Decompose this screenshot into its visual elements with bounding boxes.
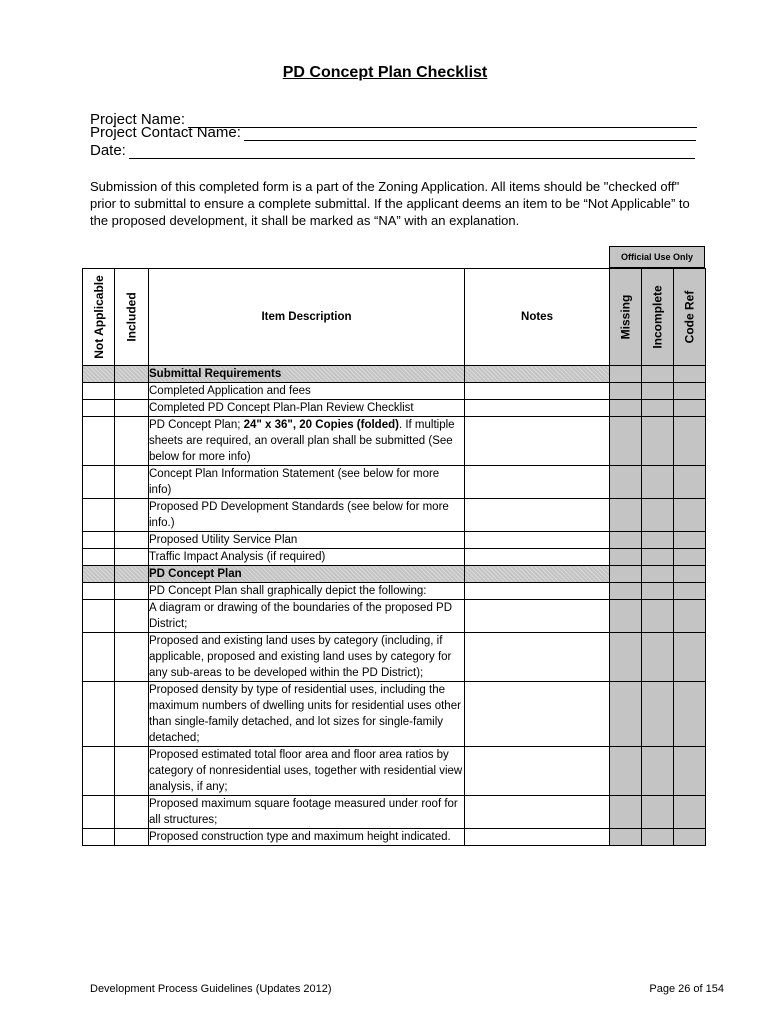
code-ref-cell xyxy=(674,566,706,583)
incomplete-cell xyxy=(642,366,674,383)
not-applicable-checkbox-cell[interactable] xyxy=(83,466,115,499)
not-applicable-checkbox-cell[interactable] xyxy=(83,747,115,796)
included-checkbox-cell[interactable] xyxy=(115,366,149,383)
not-applicable-checkbox-cell[interactable] xyxy=(83,796,115,829)
item-description: Proposed and existing land uses by category (including, if applicable, proposed and existing land uses by category for any sub-areas to be developed within the PD District); xyxy=(149,633,465,682)
item-text: PD Concept Plan; xyxy=(149,419,244,431)
incomplete-cell xyxy=(642,549,674,566)
not-applicable-checkbox-cell[interactable] xyxy=(83,566,115,583)
not-applicable-checkbox-cell[interactable] xyxy=(83,682,115,747)
missing-cell xyxy=(610,796,642,829)
missing-cell xyxy=(610,400,642,417)
not-applicable-checkbox-cell[interactable] xyxy=(83,400,115,417)
missing-cell xyxy=(610,682,642,747)
project-contact-name-label: Project Contact Name: xyxy=(90,124,241,141)
included-checkbox-cell[interactable] xyxy=(115,682,149,747)
checklist-row xyxy=(83,633,706,682)
notes-cell[interactable] xyxy=(465,829,610,846)
notes-cell[interactable] xyxy=(465,747,610,796)
included-checkbox-cell[interactable] xyxy=(115,466,149,499)
checklist-row xyxy=(83,682,706,747)
checklist-row xyxy=(83,600,706,633)
header-missing: Missing xyxy=(610,269,642,366)
incomplete-cell xyxy=(642,796,674,829)
not-applicable-checkbox-cell[interactable] xyxy=(83,600,115,633)
item-description: Proposed construction type and maximum height indicated. xyxy=(149,829,465,846)
incomplete-cell xyxy=(642,600,674,633)
included-checkbox-cell[interactable] xyxy=(115,532,149,549)
missing-cell xyxy=(610,633,642,682)
notes-cell[interactable] xyxy=(465,600,610,633)
incomplete-cell xyxy=(642,829,674,846)
included-checkbox-cell[interactable] xyxy=(115,417,149,466)
item-description: Completed Application and fees xyxy=(149,383,465,400)
missing-cell xyxy=(610,747,642,796)
incomplete-cell xyxy=(642,682,674,747)
code-ref-cell xyxy=(674,682,706,747)
header-not-applicable: Not Applicable xyxy=(83,269,115,366)
project-contact-name-field xyxy=(90,124,696,141)
section-row xyxy=(83,366,706,383)
incomplete-cell xyxy=(642,400,674,417)
notes-cell[interactable] xyxy=(465,633,610,682)
section-row xyxy=(83,566,706,583)
checklist-row xyxy=(83,532,706,549)
notes-cell[interactable] xyxy=(465,796,610,829)
code-ref-cell xyxy=(674,466,706,499)
not-applicable-checkbox-cell[interactable] xyxy=(83,383,115,400)
notes-cell[interactable] xyxy=(465,383,610,400)
code-ref-cell xyxy=(674,532,706,549)
checklist-row xyxy=(83,747,706,796)
missing-cell xyxy=(610,417,642,466)
notes-cell[interactable] xyxy=(465,549,610,566)
code-ref-cell xyxy=(674,383,706,400)
section-heading: Submittal Requirements xyxy=(149,366,465,383)
incomplete-cell xyxy=(642,566,674,583)
header-incomplete: Incomplete xyxy=(642,269,674,366)
code-ref-cell xyxy=(674,796,706,829)
missing-cell xyxy=(610,549,642,566)
section-heading: PD Concept Plan xyxy=(149,566,465,583)
included-checkbox-cell[interactable] xyxy=(115,633,149,682)
not-applicable-checkbox-cell[interactable] xyxy=(83,417,115,466)
code-ref-cell xyxy=(674,600,706,633)
item-description: PD Concept Plan shall graphically depict the following: xyxy=(149,583,465,600)
notes-cell[interactable] xyxy=(465,466,610,499)
checklist-row xyxy=(83,383,706,400)
incomplete-cell xyxy=(642,747,674,796)
notes-cell[interactable] xyxy=(465,400,610,417)
notes-cell[interactable] xyxy=(465,417,610,466)
code-ref-cell xyxy=(674,499,706,532)
checklist-table xyxy=(82,268,706,846)
notes-cell[interactable] xyxy=(465,499,610,532)
incomplete-cell xyxy=(642,466,674,499)
included-checkbox-cell[interactable] xyxy=(115,400,149,417)
included-checkbox-cell[interactable] xyxy=(115,566,149,583)
checklist-row xyxy=(83,400,706,417)
not-applicable-checkbox-cell[interactable] xyxy=(83,532,115,549)
code-ref-cell xyxy=(674,583,706,600)
not-applicable-checkbox-cell[interactable] xyxy=(83,366,115,383)
missing-cell xyxy=(610,829,642,846)
project-name-label: Project Name: xyxy=(90,111,186,128)
incomplete-cell xyxy=(642,633,674,682)
incomplete-cell xyxy=(642,499,674,532)
intro-paragraph: Submission of this completed form is a part of the Zoning Application. All items should be "checked off" prior to submittal to ensure a complete submittal. If the applicant deems an item to be “Not Applicable” to the proposed development, it shall be marked as “NA” with an explanation. xyxy=(90,179,690,228)
item-description: Proposed Utility Service Plan xyxy=(149,532,465,549)
included-checkbox-cell[interactable] xyxy=(115,600,149,633)
checklist-row xyxy=(83,417,706,466)
item-text-bold: 24" x 36", 20 Copies (folded) xyxy=(243,419,399,431)
checklist-row xyxy=(83,583,706,600)
page-title: PD Concept Plan Checklist xyxy=(282,64,488,81)
notes-cell[interactable] xyxy=(465,532,610,549)
not-applicable-checkbox-cell[interactable] xyxy=(83,499,115,532)
notes-cell[interactable] xyxy=(465,682,610,747)
item-description: Completed PD Concept Plan-Plan Review Checklist xyxy=(149,400,465,417)
missing-cell xyxy=(610,499,642,532)
item-text: . If multiple sheets are required, an overall plan shall be submitted (See below for more info) xyxy=(149,419,455,463)
header-included: Included xyxy=(115,269,149,366)
item-description xyxy=(149,417,465,466)
code-ref-cell xyxy=(674,633,706,682)
item-description: Proposed density by type of residential uses, including the maximum numbers of dwelling units for residential uses other than single-family detached, and lot sizes for single-family detached; xyxy=(149,682,465,747)
included-checkbox-cell[interactable] xyxy=(115,583,149,600)
notes-cell[interactable] xyxy=(465,583,610,600)
missing-cell xyxy=(610,366,642,383)
item-description: Proposed PD Development Standards (see below for more info.) xyxy=(149,499,465,532)
item-description: Traffic Impact Analysis (if required) xyxy=(149,549,465,566)
missing-cell xyxy=(610,566,642,583)
missing-cell xyxy=(610,583,642,600)
incomplete-cell xyxy=(642,383,674,400)
header-notes: Notes xyxy=(465,269,610,366)
notes-cell[interactable] xyxy=(465,566,610,583)
header-code-ref: Code Ref xyxy=(674,269,706,366)
date-line[interactable] xyxy=(129,144,695,159)
project-contact-name-line[interactable] xyxy=(244,126,696,141)
code-ref-cell xyxy=(674,747,706,796)
code-ref-cell xyxy=(674,549,706,566)
included-checkbox-cell[interactable] xyxy=(115,383,149,400)
footer-page-number: Page 26 of 154 xyxy=(649,983,724,995)
incomplete-cell xyxy=(642,532,674,549)
included-checkbox-cell[interactable] xyxy=(115,829,149,846)
item-description: A diagram or drawing of the boundaries of the proposed PD District; xyxy=(149,600,465,633)
code-ref-cell xyxy=(674,400,706,417)
code-ref-cell xyxy=(674,417,706,466)
missing-cell xyxy=(610,383,642,400)
item-description: Proposed estimated total floor area and floor area ratios by category of nonresidential uses, together with residential view analysis, if any; xyxy=(149,747,465,796)
not-applicable-checkbox-cell[interactable] xyxy=(83,583,115,600)
included-checkbox-cell[interactable] xyxy=(115,549,149,566)
checklist-row xyxy=(83,829,706,846)
incomplete-cell xyxy=(642,583,674,600)
code-ref-cell xyxy=(674,829,706,846)
missing-cell xyxy=(610,600,642,633)
checklist-row xyxy=(83,499,706,532)
item-description: Concept Plan Information Statement (see below for more info) xyxy=(149,466,465,499)
official-use-label: Official Use Only xyxy=(609,246,705,268)
not-applicable-checkbox-cell[interactable] xyxy=(83,633,115,682)
code-ref-cell xyxy=(674,366,706,383)
incomplete-cell xyxy=(642,417,674,466)
missing-cell xyxy=(610,466,642,499)
header-row xyxy=(83,269,706,366)
checklist-row xyxy=(83,549,706,566)
date-label: Date: xyxy=(90,142,126,159)
date-field xyxy=(90,142,695,159)
checklist-row xyxy=(83,466,706,499)
checklist-row xyxy=(83,796,706,829)
included-checkbox-cell[interactable] xyxy=(115,747,149,796)
item-description: Proposed maximum square footage measured under roof for all structures; xyxy=(149,796,465,829)
footer-left: Development Process Guidelines (Updates 2012) xyxy=(90,983,332,995)
notes-cell[interactable] xyxy=(465,366,610,383)
not-applicable-checkbox-cell[interactable] xyxy=(83,549,115,566)
not-applicable-checkbox-cell[interactable] xyxy=(83,829,115,846)
included-checkbox-cell[interactable] xyxy=(115,499,149,532)
header-item-description: Item Description xyxy=(149,269,465,366)
missing-cell xyxy=(610,532,642,549)
included-checkbox-cell[interactable] xyxy=(115,796,149,829)
